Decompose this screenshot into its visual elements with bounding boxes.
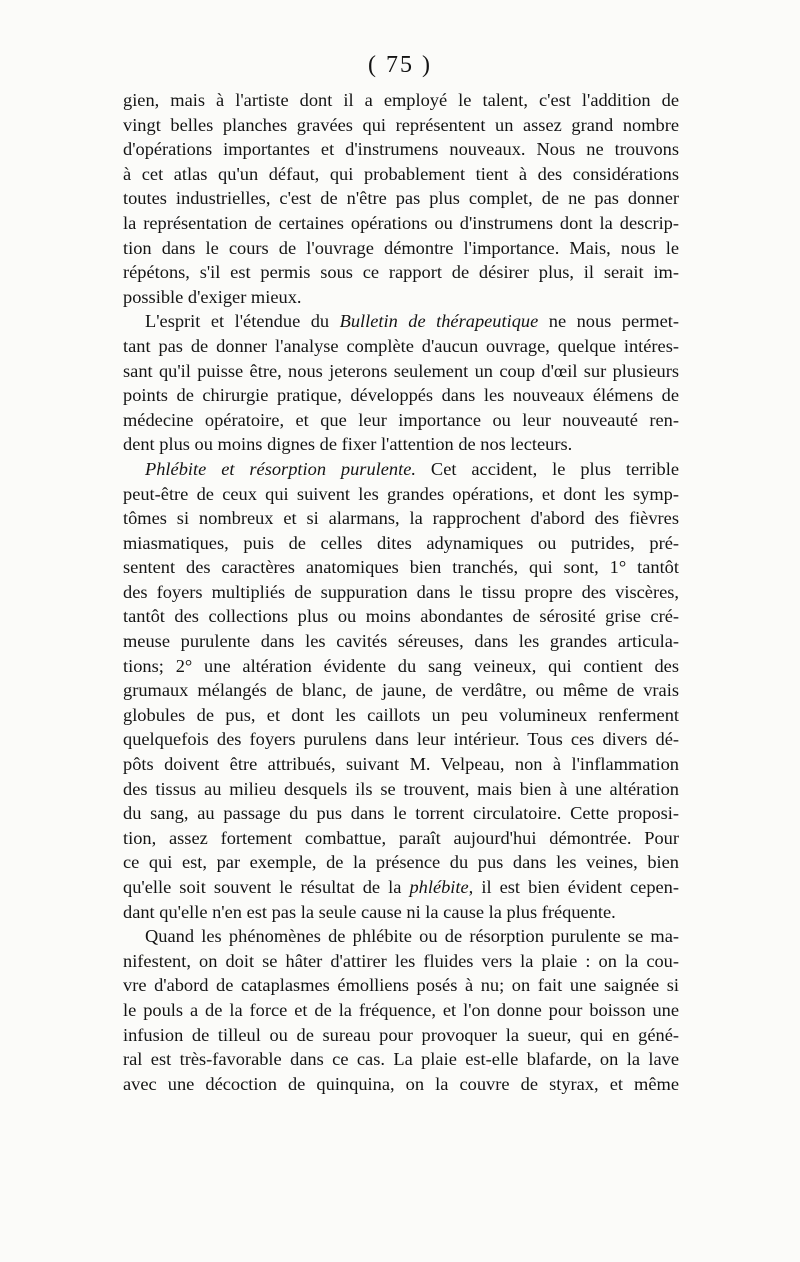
text-run: Cet accident, le plus terrible — [416, 458, 679, 479]
text-line: gien, mais à l'artiste dont il a employé le talent, c'est l'addition de — [123, 90, 679, 110]
text-run: il est bien évident cepen- — [473, 877, 679, 897]
text-run: ne nous permet- — [538, 311, 679, 332]
text-line: quelquefois des foyers purulens dans leur intérieur. Tous ces divers dé- — [123, 729, 679, 750]
text-line — [123, 875, 679, 900]
text-line: possible d'exiger mieux. — [123, 286, 302, 307]
text-line: la représentation de certaines opérations ou d'instrumens dont la descrip- — [123, 212, 679, 233]
text-line: le pouls a de la force et de la fréquence, et l'on donne pour boisson une — [123, 999, 679, 1020]
text-line: points de chirurgie pratique, développés dans les nouveaux élémens de — [123, 385, 679, 406]
text-run: qu'elle soit souvent le résultat de la — [123, 877, 410, 897]
text-line: médecine opératoire, et que leur importance ou leur nouveauté ren- — [123, 409, 679, 430]
text-line: globules de pus, et dont les caillots un peu volumineux renferment — [123, 704, 679, 725]
text-line: tant pas de donner l'analyse complète d'aucun ouvrage, quelque intéres- — [123, 335, 679, 356]
text-line: tions; 2° une altération évidente du sang veineux, qui contient des — [123, 655, 679, 676]
italic-phrase: Bulletin de thérapeutique — [339, 311, 539, 332]
text-line: des foyers multipliés de suppuration dans le tissu propre des viscères, — [123, 581, 679, 602]
text-line: des tissus au milieu desquels ils se trouvent, mais bien à une altération — [123, 778, 679, 799]
text-line: Quand les phénomènes de phlébite ou de résorption purulente se ma- — [145, 926, 679, 947]
text-line: sant qu'il puisse être, nous jeterons seulement un coup d'œil sur plusieurs — [123, 360, 679, 381]
text-line: tion, assez fortement combattue, paraît aujourd'hui démontrée. Pour — [123, 827, 679, 848]
text-line: vre d'abord de cataplasmes émolliens posés à nu; on fait une saignée si — [123, 975, 679, 996]
text-line — [123, 457, 679, 482]
text-line: à cet atlas qu'un défaut, qui probablement tient à des considérations — [123, 163, 679, 184]
text-line: du sang, au passage du pus dans le torrent circulatoire. Cette proposi- — [123, 803, 679, 824]
text-line: pôts doivent être attribués, suivant M. Velpeau, non à l'inflammation — [123, 754, 679, 775]
italic-phrase: Phlébite et résorption purulente. — [145, 458, 417, 479]
text-line: tion dans le cours de l'ouvrage démontre l'importance. Mais, nous le — [123, 237, 679, 258]
text-line: avec une décoction de quinquina, on la couvre de styrax, et même — [123, 1073, 679, 1094]
text-line: dant qu'elle n'en est pas la seule cause ni la cause la plus fréquente. — [123, 901, 616, 922]
text-line: sentent des caractères anatomiques bien tranchés, qui sont, 1° tantôt — [123, 557, 679, 578]
text-line: infusion de tilleul ou de sureau pour provoquer la sueur, qui en géné- — [123, 1024, 679, 1045]
text-line: ral est très-favorable dans ce cas. La plaie est-elle blafarde, on la lave — [123, 1049, 679, 1070]
body-text — [123, 88, 679, 1096]
text-line: tantôt des collections plus ou moins abondantes de sérosité grise cré- — [123, 606, 679, 627]
page-number: ( 75 ) — [368, 52, 432, 78]
text-run: L'esprit et l'étendue du — [145, 311, 340, 332]
text-line — [123, 309, 679, 334]
italic-phrase: phlébite, — [409, 877, 474, 897]
text-line: d'opérations importantes et d'instrumens nouveaux. Nous ne trouvons — [123, 139, 679, 160]
text-line: grumaux mélangés de blanc, de jaune, de verdâtre, ou même de vrais — [123, 680, 679, 701]
text-line: toutes industrielles, c'est de n'être pas plus complet, de ne pas donner — [123, 188, 679, 209]
text-line: nifestent, on doit se hâter d'attirer les fluides vers la plaie : on la cou- — [123, 950, 679, 971]
text-line: peut-être de ceux qui suivent les grandes opérations, et dont les symp- — [123, 483, 679, 504]
text-line: vingt belles planches gravées qui représentent un assez grand nombre — [123, 114, 679, 135]
text-line: ce qui est, par exemple, de la présence du pus dans les veines, bien — [123, 852, 679, 873]
text-line: dent plus ou moins dignes de fixer l'attention de nos lecteurs. — [123, 434, 573, 455]
text-line: meuse purulente dans les cavités séreuses, dans les grandes articula- — [123, 631, 679, 652]
text-line: répétons, s'il est permis sous ce rapport de désirer plus, il serait im- — [123, 262, 679, 283]
text-line: tômes si nombreux et si alarmans, la rapprochent d'abord des fièvres — [123, 508, 679, 529]
text-line: miasmatiques, puis de celles dites adynamiques ou putrides, pré- — [123, 532, 679, 553]
